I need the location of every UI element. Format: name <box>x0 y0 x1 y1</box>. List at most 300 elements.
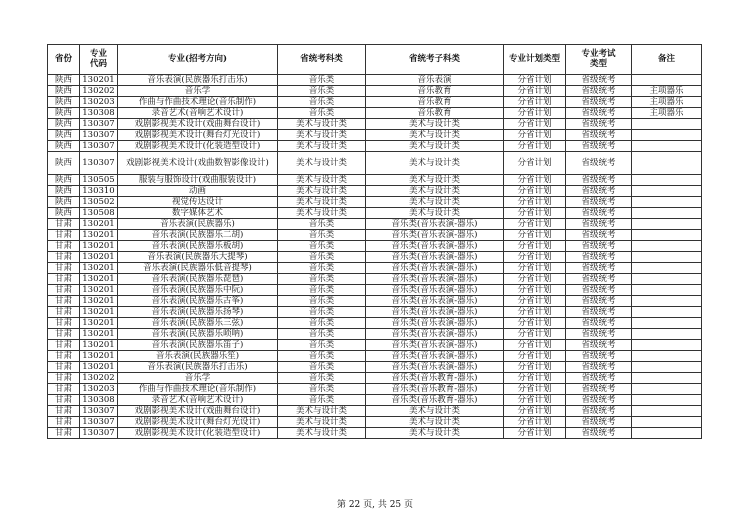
major-code-cell: 130201 <box>80 351 118 362</box>
admissions-table-container <box>47 44 701 439</box>
admissions-table <box>47 44 702 439</box>
table-row <box>48 274 702 285</box>
remarks-cell <box>632 428 702 439</box>
major-code-cell: 130307 <box>80 152 118 175</box>
exam-category-cell: 音乐类 <box>278 219 366 230</box>
exam-subcategory-cell: 音乐类(音乐表演-器乐) <box>366 241 504 252</box>
major-name-cell: 音乐表演(民族器乐) <box>118 219 278 230</box>
remarks-cell <box>632 241 702 252</box>
exam-type-cell: 省级统考 <box>566 186 632 197</box>
exam-subcategory-cell: 音乐类(音乐表演-器乐) <box>366 230 504 241</box>
major-code-cell: 130201 <box>80 296 118 307</box>
header-remarks: 备注 <box>632 45 702 75</box>
table-body <box>48 75 702 439</box>
plan-type-cell: 分省计划 <box>504 230 566 241</box>
exam-subcategory-cell: 音乐类(音乐表演-器乐) <box>366 274 504 285</box>
major-code-cell: 130201 <box>80 362 118 373</box>
major-code-cell: 130203 <box>80 384 118 395</box>
exam-type-cell: 省级统考 <box>566 274 632 285</box>
page-footer: 第 22 页, 共 25 页 <box>336 500 414 510</box>
major-code-cell: 130202 <box>80 373 118 384</box>
table-row <box>48 97 702 108</box>
exam-category-cell: 美术与设计类 <box>278 197 366 208</box>
table-row <box>48 141 702 152</box>
exam-type-cell: 省级统考 <box>566 75 632 86</box>
plan-type-cell: 分省计划 <box>504 141 566 152</box>
remarks-cell <box>632 406 702 417</box>
major-name-cell: 音乐表演(民族器乐笛子) <box>118 340 278 351</box>
exam-subcategory-cell: 美术与设计类 <box>366 208 504 219</box>
plan-type-cell: 分省计划 <box>504 351 566 362</box>
remarks-cell <box>632 296 702 307</box>
major-name-cell: 戏剧影视美术设计(戏曲数智影像设计) <box>118 152 278 175</box>
plan-type-cell: 分省计划 <box>504 417 566 428</box>
plan-type-cell: 分省计划 <box>504 395 566 406</box>
exam-subcategory-cell: 音乐类(音乐表演-器乐) <box>366 252 504 263</box>
major-name-cell: 音乐学 <box>118 373 278 384</box>
remarks-cell <box>632 395 702 406</box>
remarks-cell <box>632 230 702 241</box>
table-row <box>48 318 702 329</box>
table-row <box>48 384 702 395</box>
plan-type-cell: 分省计划 <box>504 97 566 108</box>
major-name-cell: 音乐表演(民族器乐琵琶) <box>118 274 278 285</box>
exam-subcategory-cell: 音乐类(音乐表演-器乐) <box>366 340 504 351</box>
province-cell: 陕西 <box>48 197 80 208</box>
remarks-cell <box>632 208 702 219</box>
exam-type-cell: 省级统考 <box>566 285 632 296</box>
province-cell: 甘肃 <box>48 285 80 296</box>
exam-type-cell: 省级统考 <box>566 296 632 307</box>
major-code-cell: 130505 <box>80 175 118 186</box>
major-name-cell: 音乐表演(民族器乐打击乐) <box>118 362 278 373</box>
remarks-cell <box>632 351 702 362</box>
exam-type-cell: 省级统考 <box>566 241 632 252</box>
major-name-cell: 视觉传达设计 <box>118 197 278 208</box>
exam-subcategory-cell: 美术与设计类 <box>366 175 504 186</box>
exam-category-cell: 美术与设计类 <box>278 130 366 141</box>
plan-type-cell: 分省计划 <box>504 307 566 318</box>
exam-type-cell: 省级统考 <box>566 384 632 395</box>
exam-type-cell: 省级统考 <box>566 362 632 373</box>
province-cell: 甘肃 <box>48 307 80 318</box>
major-name-cell: 戏剧影视美术设计(化装造型设计) <box>118 428 278 439</box>
province-cell: 陕西 <box>48 108 80 119</box>
plan-type-cell: 分省计划 <box>504 406 566 417</box>
province-cell: 陕西 <box>48 152 80 175</box>
major-code-cell: 130308 <box>80 395 118 406</box>
province-cell: 陕西 <box>48 97 80 108</box>
remarks-cell <box>632 285 702 296</box>
major-name-cell: 音乐表演(民族器乐大提琴) <box>118 252 278 263</box>
province-cell: 甘肃 <box>48 417 80 428</box>
province-cell: 甘肃 <box>48 219 80 230</box>
exam-type-cell: 省级统考 <box>566 197 632 208</box>
exam-type-cell: 省级统考 <box>566 108 632 119</box>
province-cell: 陕西 <box>48 141 80 152</box>
exam-category-cell: 音乐类 <box>278 307 366 318</box>
major-code-cell: 130307 <box>80 119 118 130</box>
exam-subcategory-cell: 音乐类(音乐表演-器乐) <box>366 307 504 318</box>
table-row <box>48 175 702 186</box>
exam-type-cell: 省级统考 <box>566 219 632 230</box>
major-code-cell: 130201 <box>80 307 118 318</box>
table-row <box>48 285 702 296</box>
plan-type-cell: 分省计划 <box>504 362 566 373</box>
major-name-cell: 音乐表演(民族器乐打击乐) <box>118 75 278 86</box>
exam-category-cell: 音乐类 <box>278 384 366 395</box>
exam-subcategory-cell: 美术与设计类 <box>366 197 504 208</box>
exam-subcategory-cell: 美术与设计类 <box>366 141 504 152</box>
table-row <box>48 307 702 318</box>
major-name-cell: 音乐表演(民族器乐古筝) <box>118 296 278 307</box>
province-cell: 甘肃 <box>48 296 80 307</box>
header-exam-subcategory: 省统考子科类 <box>366 45 504 75</box>
table-row <box>48 252 702 263</box>
exam-type-cell: 省级统考 <box>566 119 632 130</box>
remarks-cell <box>632 263 702 274</box>
major-name-cell: 戏剧影视美术设计(舞台灯光设计) <box>118 417 278 428</box>
exam-type-cell: 省级统考 <box>566 428 632 439</box>
major-name-cell: 作曲与作曲技术理论(音乐制作) <box>118 384 278 395</box>
plan-type-cell: 分省计划 <box>504 197 566 208</box>
major-code-cell: 130308 <box>80 108 118 119</box>
major-code-cell: 130202 <box>80 86 118 97</box>
exam-category-cell: 美术与设计类 <box>278 186 366 197</box>
plan-type-cell: 分省计划 <box>504 384 566 395</box>
plan-type-cell: 分省计划 <box>504 296 566 307</box>
province-cell: 陕西 <box>48 75 80 86</box>
major-code-cell: 130201 <box>80 274 118 285</box>
province-cell: 甘肃 <box>48 318 80 329</box>
exam-subcategory-cell: 音乐教育 <box>366 108 504 119</box>
province-cell: 陕西 <box>48 175 80 186</box>
exam-type-cell: 省级统考 <box>566 130 632 141</box>
exam-category-cell: 音乐类 <box>278 318 366 329</box>
province-cell: 甘肃 <box>48 395 80 406</box>
plan-type-cell: 分省计划 <box>504 208 566 219</box>
exam-type-cell: 省级统考 <box>566 406 632 417</box>
exam-type-cell: 省级统考 <box>566 263 632 274</box>
exam-subcategory-cell: 美术与设计类 <box>366 428 504 439</box>
exam-subcategory-cell: 美术与设计类 <box>366 119 504 130</box>
exam-category-cell: 美术与设计类 <box>278 406 366 417</box>
exam-category-cell: 音乐类 <box>278 263 366 274</box>
exam-type-cell: 省级统考 <box>566 252 632 263</box>
major-name-cell: 作曲与作曲技术理论(音乐制作) <box>118 97 278 108</box>
exam-type-cell: 省级统考 <box>566 230 632 241</box>
major-name-cell: 音乐表演(民族器乐低音提琴) <box>118 263 278 274</box>
remarks-cell <box>632 340 702 351</box>
plan-type-cell: 分省计划 <box>504 274 566 285</box>
exam-category-cell: 音乐类 <box>278 329 366 340</box>
exam-category-cell: 美术与设计类 <box>278 417 366 428</box>
plan-type-cell: 分省计划 <box>504 241 566 252</box>
major-name-cell: 音乐表演(民族器乐唢呐) <box>118 329 278 340</box>
major-code-cell: 130508 <box>80 208 118 219</box>
major-code-cell: 130201 <box>80 329 118 340</box>
major-name-cell: 音乐表演(民族器乐笙) <box>118 351 278 362</box>
exam-category-cell: 音乐类 <box>278 340 366 351</box>
header-province: 省份 <box>48 45 80 75</box>
province-cell: 甘肃 <box>48 329 80 340</box>
major-code-cell: 130201 <box>80 75 118 86</box>
province-cell: 甘肃 <box>48 340 80 351</box>
remarks-cell: 主项器乐 <box>632 108 702 119</box>
major-code-cell: 130203 <box>80 97 118 108</box>
remarks-cell <box>632 152 702 175</box>
province-cell: 陕西 <box>48 119 80 130</box>
exam-type-cell: 省级统考 <box>566 141 632 152</box>
exam-type-cell: 省级统考 <box>566 152 632 175</box>
major-name-cell: 音乐学 <box>118 86 278 97</box>
remarks-cell <box>632 130 702 141</box>
exam-category-cell: 音乐类 <box>278 373 366 384</box>
exam-subcategory-cell: 音乐表演 <box>366 75 504 86</box>
province-cell: 甘肃 <box>48 252 80 263</box>
province-cell: 陕西 <box>48 186 80 197</box>
remarks-cell <box>632 373 702 384</box>
exam-subcategory-cell: 美术与设计类 <box>366 406 504 417</box>
table-row <box>48 119 702 130</box>
plan-type-cell: 分省计划 <box>504 329 566 340</box>
exam-subcategory-cell: 美术与设计类 <box>366 130 504 141</box>
remarks-cell <box>632 318 702 329</box>
remarks-cell <box>632 186 702 197</box>
remarks-cell <box>632 75 702 86</box>
table-row <box>48 351 702 362</box>
table-row <box>48 197 702 208</box>
major-name-cell: 录音艺术(音响艺术设计) <box>118 108 278 119</box>
plan-type-cell: 分省计划 <box>504 340 566 351</box>
plan-type-cell: 分省计划 <box>504 373 566 384</box>
plan-type-cell: 分省计划 <box>504 119 566 130</box>
exam-category-cell: 音乐类 <box>278 285 366 296</box>
major-code-cell: 130307 <box>80 428 118 439</box>
exam-type-cell: 省级统考 <box>566 373 632 384</box>
exam-category-cell: 美术与设计类 <box>278 141 366 152</box>
exam-subcategory-cell: 音乐类(音乐表演-器乐) <box>366 362 504 373</box>
exam-subcategory-cell: 音乐类(音乐表演-器乐) <box>366 296 504 307</box>
exam-subcategory-cell: 音乐类(音乐表演-器乐) <box>366 263 504 274</box>
table-row <box>48 329 702 340</box>
table-row <box>48 417 702 428</box>
exam-category-cell: 音乐类 <box>278 97 366 108</box>
exam-category-cell: 音乐类 <box>278 362 366 373</box>
province-cell: 陕西 <box>48 208 80 219</box>
plan-type-cell: 分省计划 <box>504 285 566 296</box>
exam-subcategory-cell: 美术与设计类 <box>366 152 504 175</box>
exam-type-cell: 省级统考 <box>566 417 632 428</box>
table-row <box>48 152 702 175</box>
exam-type-cell: 省级统考 <box>566 340 632 351</box>
exam-subcategory-cell: 音乐类(音乐表演-器乐) <box>366 351 504 362</box>
exam-category-cell: 美术与设计类 <box>278 152 366 175</box>
plan-type-cell: 分省计划 <box>504 108 566 119</box>
table-row <box>48 208 702 219</box>
exam-category-cell: 音乐类 <box>278 230 366 241</box>
plan-type-cell: 分省计划 <box>504 175 566 186</box>
plan-type-cell: 分省计划 <box>504 428 566 439</box>
exam-subcategory-cell: 音乐类(音乐教育-器乐) <box>366 395 504 406</box>
table-row <box>48 130 702 141</box>
province-cell: 甘肃 <box>48 384 80 395</box>
province-cell: 甘肃 <box>48 263 80 274</box>
major-code-cell: 130201 <box>80 285 118 296</box>
exam-subcategory-cell: 音乐类(音乐表演-器乐) <box>366 219 504 230</box>
major-code-cell: 130201 <box>80 219 118 230</box>
major-name-cell: 数字媒体艺术 <box>118 208 278 219</box>
province-cell: 甘肃 <box>48 373 80 384</box>
remarks-cell <box>632 197 702 208</box>
table-row <box>48 296 702 307</box>
major-code-cell: 130307 <box>80 406 118 417</box>
exam-category-cell: 美术与设计类 <box>278 208 366 219</box>
table-row <box>48 395 702 406</box>
major-name-cell: 录音艺术(音响艺术设计) <box>118 395 278 406</box>
major-code-cell: 130307 <box>80 130 118 141</box>
exam-category-cell: 美术与设计类 <box>278 119 366 130</box>
remarks-cell <box>632 329 702 340</box>
major-name-cell: 戏剧影视美术设计(戏曲舞台设计) <box>118 119 278 130</box>
table-header-row <box>48 45 702 75</box>
remarks-cell <box>632 384 702 395</box>
table-row <box>48 108 702 119</box>
exam-category-cell: 音乐类 <box>278 108 366 119</box>
exam-category-cell: 音乐类 <box>278 296 366 307</box>
exam-type-cell: 省级统考 <box>566 307 632 318</box>
exam-category-cell: 音乐类 <box>278 241 366 252</box>
province-cell: 甘肃 <box>48 274 80 285</box>
major-name-cell: 戏剧影视美术设计(化装造型设计) <box>118 141 278 152</box>
exam-type-cell: 省级统考 <box>566 318 632 329</box>
header-plan-type: 专业计划类型 <box>504 45 566 75</box>
province-cell: 陕西 <box>48 130 80 141</box>
major-code-cell: 130201 <box>80 340 118 351</box>
province-cell: 甘肃 <box>48 362 80 373</box>
exam-subcategory-cell: 美术与设计类 <box>366 186 504 197</box>
exam-subcategory-cell: 音乐类(音乐表演-器乐) <box>366 329 504 340</box>
province-cell: 甘肃 <box>48 406 80 417</box>
remarks-cell <box>632 252 702 263</box>
major-code-cell: 130201 <box>80 318 118 329</box>
exam-type-cell: 省级统考 <box>566 395 632 406</box>
exam-type-cell: 省级统考 <box>566 329 632 340</box>
plan-type-cell: 分省计划 <box>504 75 566 86</box>
major-name-cell: 服装与服饰设计(戏曲服装设计) <box>118 175 278 186</box>
major-code-cell: 130201 <box>80 230 118 241</box>
remarks-cell <box>632 175 702 186</box>
remarks-cell <box>632 362 702 373</box>
header-exam-type: 专业考试 类型 <box>566 45 632 75</box>
exam-category-cell: 音乐类 <box>278 395 366 406</box>
exam-type-cell: 省级统考 <box>566 175 632 186</box>
table-row <box>48 186 702 197</box>
major-name-cell: 戏剧影视美术设计(舞台灯光设计) <box>118 130 278 141</box>
major-code-cell: 130310 <box>80 186 118 197</box>
exam-category-cell: 音乐类 <box>278 252 366 263</box>
remarks-cell: 主项器乐 <box>632 86 702 97</box>
exam-subcategory-cell: 音乐教育 <box>366 86 504 97</box>
major-name-cell: 音乐表演(民族器乐扬琴) <box>118 307 278 318</box>
major-code-cell: 130307 <box>80 141 118 152</box>
major-name-cell: 音乐表演(民族器乐中阮) <box>118 285 278 296</box>
table-row <box>48 428 702 439</box>
table-row <box>48 219 702 230</box>
province-cell: 甘肃 <box>48 428 80 439</box>
remarks-cell <box>632 274 702 285</box>
exam-type-cell: 省级统考 <box>566 208 632 219</box>
major-name-cell: 音乐表演(民族器乐三弦) <box>118 318 278 329</box>
header-major-code: 专业 代码 <box>80 45 118 75</box>
remarks-cell <box>632 119 702 130</box>
exam-subcategory-cell: 音乐类(音乐表演-器乐) <box>366 285 504 296</box>
table-row <box>48 406 702 417</box>
table-row <box>48 75 702 86</box>
exam-category-cell: 美术与设计类 <box>278 428 366 439</box>
exam-type-cell: 省级统考 <box>566 97 632 108</box>
exam-category-cell: 音乐类 <box>278 274 366 285</box>
province-cell: 陕西 <box>48 86 80 97</box>
major-code-cell: 130502 <box>80 197 118 208</box>
exam-category-cell: 音乐类 <box>278 351 366 362</box>
exam-subcategory-cell: 音乐教育 <box>366 97 504 108</box>
header-major-direction: 专业(招考方向) <box>118 45 278 75</box>
exam-category-cell: 美术与设计类 <box>278 175 366 186</box>
major-name-cell: 音乐表演(民族器乐二胡) <box>118 230 278 241</box>
major-name-cell: 动画 <box>118 186 278 197</box>
remarks-cell <box>632 219 702 230</box>
table-row <box>48 340 702 351</box>
major-code-cell: 130201 <box>80 252 118 263</box>
plan-type-cell: 分省计划 <box>504 219 566 230</box>
plan-type-cell: 分省计划 <box>504 252 566 263</box>
province-cell: 甘肃 <box>48 351 80 362</box>
plan-type-cell: 分省计划 <box>504 86 566 97</box>
plan-type-cell: 分省计划 <box>504 186 566 197</box>
plan-type-cell: 分省计划 <box>504 152 566 175</box>
remarks-cell: 主项器乐 <box>632 97 702 108</box>
exam-subcategory-cell: 美术与设计类 <box>366 417 504 428</box>
table-row <box>48 263 702 274</box>
remarks-cell <box>632 307 702 318</box>
exam-subcategory-cell: 音乐类(音乐教育-器乐) <box>366 384 504 395</box>
major-name-cell: 音乐表演(民族器乐板胡) <box>118 241 278 252</box>
remarks-cell <box>632 417 702 428</box>
remarks-cell <box>632 141 702 152</box>
plan-type-cell: 分省计划 <box>504 318 566 329</box>
plan-type-cell: 分省计划 <box>504 130 566 141</box>
province-cell: 甘肃 <box>48 241 80 252</box>
exam-type-cell: 省级统考 <box>566 351 632 362</box>
province-cell: 甘肃 <box>48 230 80 241</box>
exam-type-cell: 省级统考 <box>566 86 632 97</box>
plan-type-cell: 分省计划 <box>504 263 566 274</box>
exam-subcategory-cell: 音乐类(音乐表演-器乐) <box>366 318 504 329</box>
table-row <box>48 241 702 252</box>
major-name-cell: 戏剧影视美术设计(戏曲舞台设计) <box>118 406 278 417</box>
exam-category-cell: 音乐类 <box>278 75 366 86</box>
table-row <box>48 86 702 97</box>
table-row <box>48 362 702 373</box>
major-code-cell: 130307 <box>80 417 118 428</box>
major-code-cell: 130201 <box>80 241 118 252</box>
table-row <box>48 230 702 241</box>
header-exam-category: 省统考科类 <box>278 45 366 75</box>
exam-subcategory-cell: 音乐类(音乐教育-器乐) <box>366 373 504 384</box>
major-code-cell: 130201 <box>80 263 118 274</box>
exam-category-cell: 音乐类 <box>278 86 366 97</box>
